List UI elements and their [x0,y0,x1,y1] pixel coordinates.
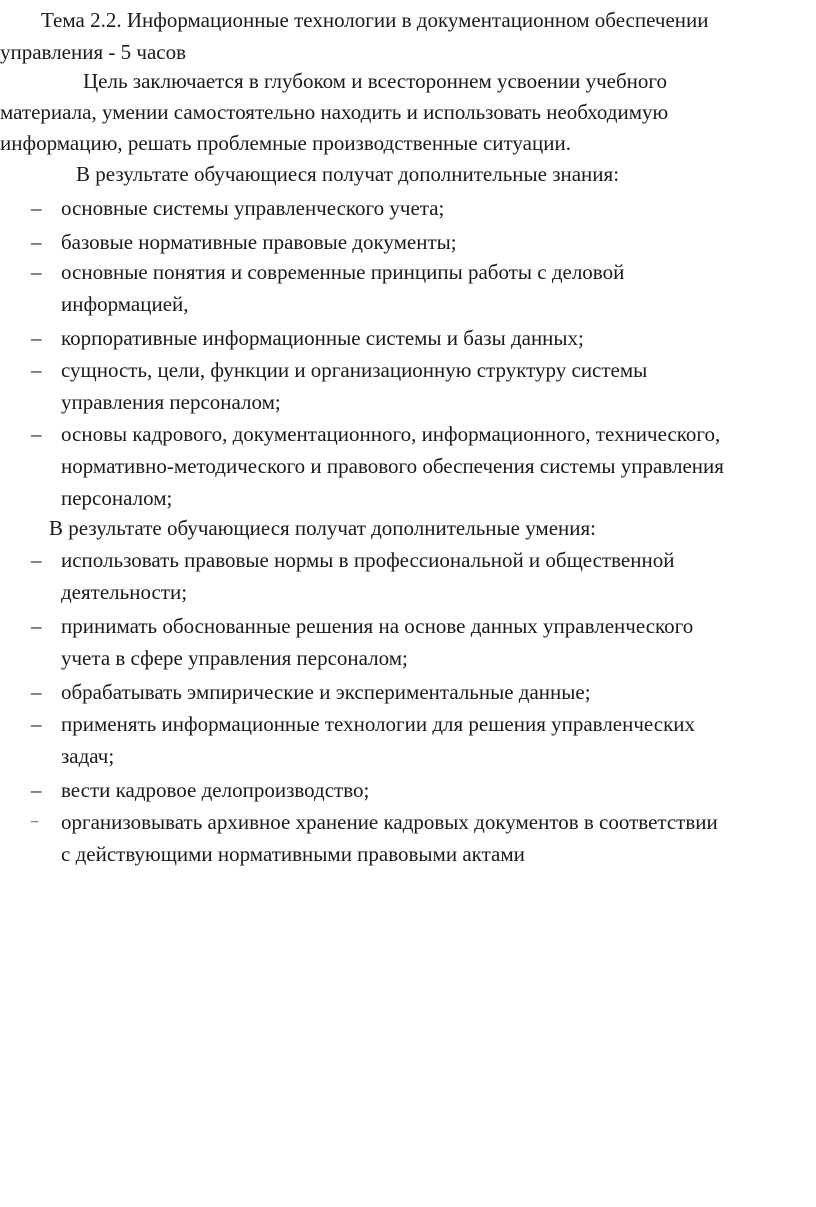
goal-line-3: информацию, решать проблемные производственные ситуации. [0,131,571,155]
list-item-continuation: персоналом; [61,486,173,510]
list-item: обрабатывать эмпирические и экспериментальные данные; [61,680,591,704]
list-item-continuation: нормативно-методического и правового обеспечения системы управления [61,454,724,478]
list-item: применять информационные технологии для решения управленческих [61,712,696,736]
list-item: основные понятия и современные принципы работы с деловой [61,260,625,284]
list-dash: – [31,260,42,284]
list-dash: – [31,680,42,704]
list-dash: – [31,196,42,220]
knowledge-intro: В результате обучающиеся получат дополнительные знания: [76,162,620,186]
list-dash: – [31,614,42,638]
list-dash: – [31,230,42,254]
list-item: корпоративные информационные системы и базы данных; [61,326,584,350]
title-line-2: управления - 5 часов [0,40,186,64]
list-item-continuation: управления персоналом; [61,390,281,414]
list-dash: – [31,548,42,572]
list-dash: – [31,778,42,802]
list-dash: – [31,814,38,829]
skills-intro: В результате обучающиеся получат дополнительные умения: [49,516,597,540]
goal-line-1: Цель заключается в глубоком и всестороннем усвоении учебного [83,69,668,93]
list-item-continuation: задач; [61,744,115,768]
list-item: основы кадрового, документационного, информационного, технического, [61,422,721,446]
list-item-continuation: с действующими нормативными правовыми актами [61,842,525,866]
list-item: основные системы управленческого учета; [61,196,445,220]
list-dash: – [31,712,42,736]
list-item: использовать правовые нормы в профессиональной и общественной [61,548,675,572]
list-item: организовывать архивное хранение кадровых документов в соответствии [61,810,718,834]
goal-line-2: материала, умении самостоятельно находить и использовать необходимую [0,100,669,124]
list-item-continuation: деятельности; [61,580,188,604]
list-item: сущность, цели, функции и организационную структуру системы [61,358,648,382]
list-dash: – [31,358,42,382]
list-dash: – [31,326,42,350]
title-line-1: Тема 2.2. Информационные технологии в документационном обеспечении [41,8,709,32]
list-item-continuation: информацией, [61,292,189,316]
list-item: принимать обоснованные решения на основе данных управленческого [61,614,694,638]
list-item-continuation: учета в сфере управления персоналом; [61,646,408,670]
list-item: базовые нормативные правовые документы; [61,230,457,254]
list-dash: – [31,422,42,446]
list-item: вести кадровое делопроизводство; [61,778,370,802]
